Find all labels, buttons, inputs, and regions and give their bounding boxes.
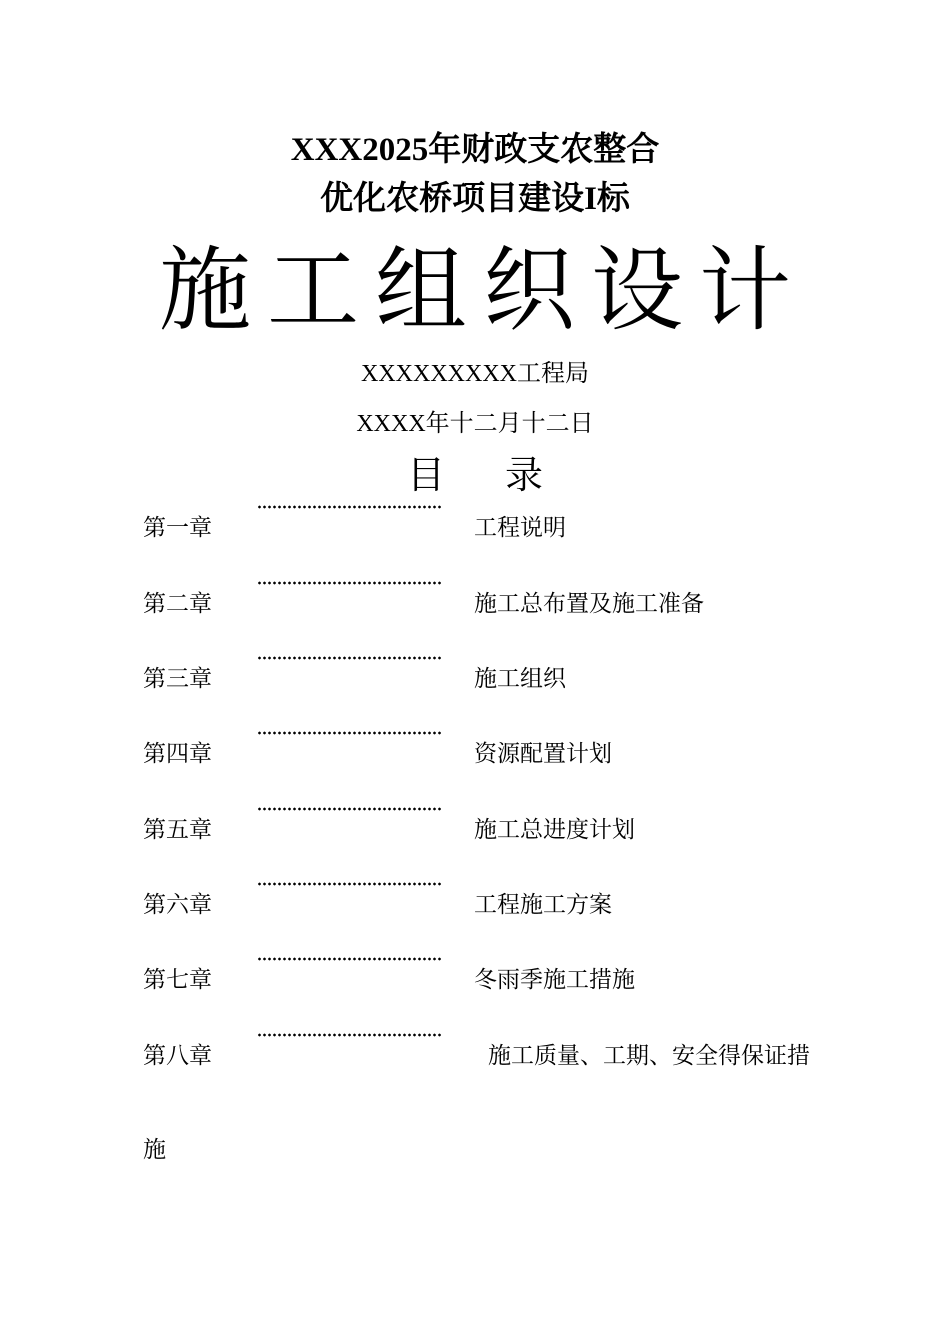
document-date: XXXX年十二月十二日: [356, 411, 594, 437]
toc-chapter-label: 第四章: [143, 741, 212, 767]
toc-leader-dots: [257, 505, 441, 509]
toc-entry-title: 工程施工方案: [474, 892, 612, 918]
toc-heading-char: 录: [505, 453, 544, 497]
toc-leader-dots: [257, 807, 441, 811]
toc-leader-dots: [257, 957, 441, 961]
toc-chapter-label: 第二章: [143, 591, 212, 617]
toc-entry-title: 资源配置计划: [474, 741, 612, 767]
toc-chapter-label: 第八章: [143, 1043, 212, 1069]
toc-entry-title: 冬雨季施工措施: [474, 967, 635, 993]
toc-leader-dots: [257, 882, 441, 886]
toc-chapter-label: 第三章: [143, 666, 212, 692]
toc-entry-title: 施工组织: [474, 666, 566, 692]
toc-leader-dots: [257, 581, 441, 585]
toc-entry[interactable]: [143, 731, 903, 771]
toc-entry-title: 施工质量、工期、安全得保证措: [488, 1043, 810, 1069]
toc-heading-char: 目: [406, 453, 445, 497]
toc-chapter-label: 第一章: [143, 515, 212, 541]
project-title-line-1: XXX2025年财政支农整合: [290, 132, 660, 168]
toc-entry-title-continuation: 施: [143, 1137, 166, 1163]
toc-entry[interactable]: [143, 505, 903, 545]
toc-entry-title: 施工总进度计划: [474, 817, 635, 843]
toc-heading: [0, 452, 950, 498]
toc-entry[interactable]: [143, 1033, 903, 1073]
main-title: 施工组织设计: [158, 237, 807, 344]
toc-entry[interactable]: [143, 807, 903, 847]
toc-entry[interactable]: [143, 581, 903, 621]
project-title-line-2: 优化农桥项目建设I标: [320, 181, 630, 217]
toc-chapter-label: 第七章: [143, 967, 212, 993]
toc-leader-dots: [257, 656, 441, 660]
toc-entry[interactable]: [143, 656, 903, 696]
toc-entry[interactable]: [143, 957, 903, 997]
toc-leader-dots: [257, 1033, 441, 1037]
organization-name: XXXXXXXXX工程局: [361, 361, 589, 387]
toc-chapter-label: 第五章: [143, 817, 212, 843]
toc-entry-title: 工程说明: [474, 515, 566, 541]
toc-leader-dots: [257, 731, 441, 735]
toc-chapter-label: 第六章: [143, 892, 212, 918]
toc-entry-title: 施工总布置及施工准备: [474, 591, 704, 617]
toc-entry[interactable]: [143, 882, 903, 922]
